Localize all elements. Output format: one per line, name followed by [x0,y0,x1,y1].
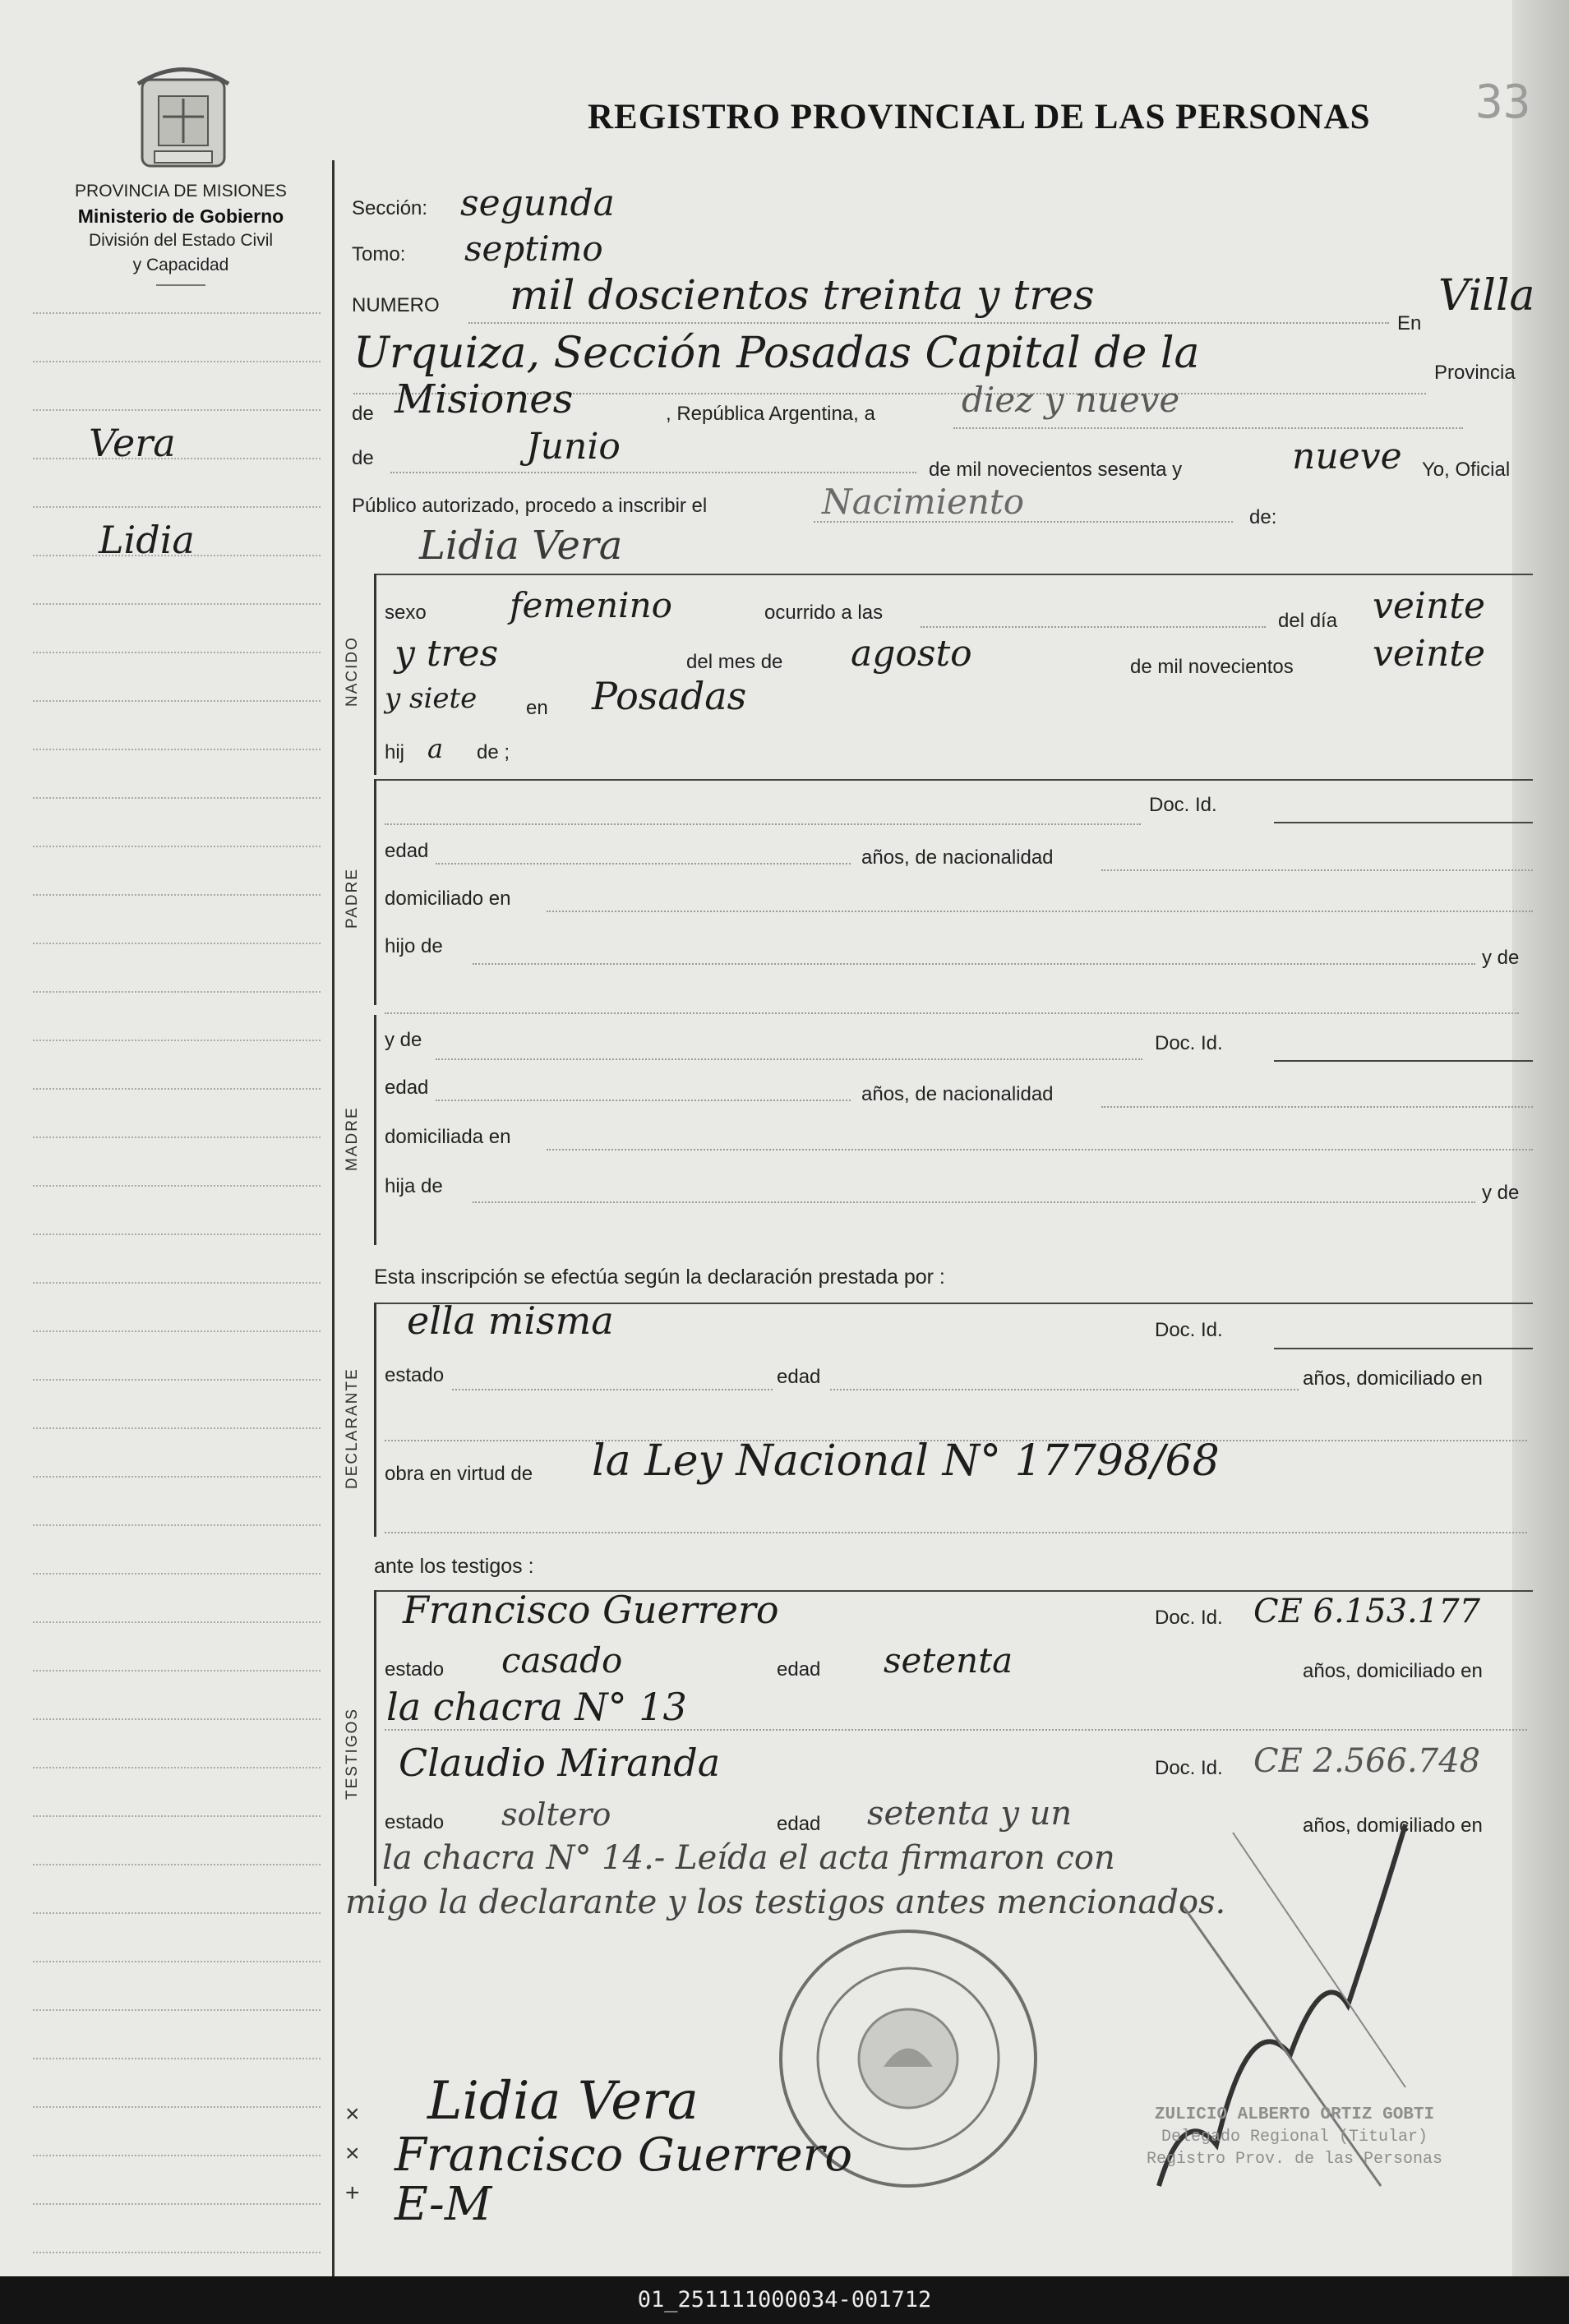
nacido-lugar: Posadas [592,674,747,718]
margin-rule-line [33,1185,321,1187]
margin-rule-line [33,1137,321,1138]
testigo1-doc-label: Doc. Id. [1155,1607,1223,1629]
margin-rule-line [33,458,321,459]
main-vertical-rule [332,160,335,2289]
province-heading: PROVINCIA DE MISIONES [75,182,287,201]
margin-rule-line [33,1573,321,1575]
padre-y-de-label: y de [1482,947,1520,969]
padre-doc-label: Doc. Id. [1149,794,1217,816]
tomo-value: septimo [464,228,603,269]
del-mes-label: del mes de [686,651,783,673]
testigo1-edad-label: edad [777,1658,821,1681]
padre-anios-label: años, de nacionalidad [861,846,1054,869]
seccion-value: segunda [460,182,615,224]
signature-declarante: Lidia Vera [427,2071,699,2132]
page-number: 33 [1475,76,1531,129]
margin-rule-line [33,894,321,896]
margin-rule-line [33,1379,321,1381]
testigo1-estado: casado [501,1640,623,1681]
en-value: Villa [1438,271,1535,320]
margin-rule-line [33,749,321,750]
page-edge [1512,0,1569,2276]
section-label-testigos: TESTIGOS [344,1707,361,1800]
margin-rule-line [33,1282,321,1284]
signature-testigo1: Francisco Guerrero [395,2128,853,2182]
hij-label: hij [385,741,405,763]
hij-de-label: de ; [477,741,510,763]
margin-rule-line [33,700,321,702]
file-footer: 01_251111000034-001712 [0,2276,1569,2324]
declarante-intro: Esta inscripción se efectúa según la declaración prestada por : [374,1266,945,1289]
margin-rule-line [33,1040,321,1041]
nacido-en-label: en [526,697,548,719]
margin-rule-line [33,1718,321,1720]
nacido-anio: veinte [1373,633,1486,675]
margin-rule-line [33,603,321,605]
testigo1-estado-label: estado [385,1658,445,1681]
de-label: de [352,403,374,425]
madre-hija-label: hija de [385,1175,443,1197]
inscripto-nombre: Lidia Vera [419,523,623,569]
coat-of-arms-icon [130,59,237,174]
section-label-madre: MADRE [344,1106,361,1171]
declarante-edad-label: edad [777,1366,821,1388]
madre-y-de2-label: y de [1482,1182,1520,1204]
place-line: Urquiza, Sección Posadas Capital de la [353,329,1200,378]
margin-rule-line [33,943,321,944]
de3-label: de: [1249,506,1277,528]
testigo2-domicilio: la chacra N° 14.- Leída el acta firmaron con [382,1839,1115,1877]
margin-rule-line [33,652,321,653]
official-name: ZULICIO ALBERTO ORTIZ GOBTI [1154,2105,1435,2124]
cierre-text: migo la declarante y los testigos antes mencionados. [345,1884,1226,1921]
de2-label: de [352,447,374,469]
dia-value: diez y nueve [962,380,1180,420]
section-label-nacido: NACIDO [344,636,361,707]
madre-doc-label: Doc. Id. [1155,1032,1223,1054]
numero-value: mil doscientos treinta y tres [510,271,1095,319]
margin-rule-line [33,312,321,314]
yo-oficial-label: Yo, Oficial [1422,459,1511,481]
padre-domiciliado-label: domiciliado en [385,888,511,910]
margin-rule-line [33,1670,321,1672]
official-office: Registro Prov. de las Personas [1146,2150,1443,2169]
margin-rule-line [33,1330,321,1332]
margin-rule-line [33,1233,321,1235]
provincia-value: Misiones [395,376,574,422]
margin-rule-line [33,1912,321,1914]
testigo1-domicilio: la chacra N° 13 [386,1685,687,1729]
declarante-nombre: ella misma [407,1298,614,1343]
signature-mark-3: + [345,2179,360,2206]
margin-rule-line [33,991,321,993]
publico-label: Público autorizado, procedo a inscribir el [352,495,708,517]
obra-label: obra en virtud de [385,1463,533,1485]
margin-rule-line [33,1427,321,1429]
margin-rule-line [33,1864,321,1865]
obra-value: la Ley Nacional N° 17798/68 [592,1436,1220,1486]
margin-rule-line [33,1961,321,1962]
official-title: Delegado Regional (Titular) [1161,2128,1428,2146]
hij-suffix: a [427,733,444,764]
sexo-value: femenino [510,585,672,625]
margin-rule-line [33,2155,321,2156]
margin-rule-line [33,846,321,847]
testigo2-edad: setenta y un [867,1795,1073,1833]
testigo1-edad: setenta [884,1640,1013,1681]
declarante-doc-label: Doc. Id. [1155,1319,1223,1341]
declarante-estado-label: estado [385,1364,445,1386]
margin-rule-line [33,1476,321,1478]
margin-rule-line [33,2203,321,2205]
testigo2-anios-label: años, domiciliado en [1303,1814,1483,1837]
padre-edad-label: edad [385,840,429,862]
madre-y-de-label: y de [385,1029,422,1051]
division-heading-2: y Capacidad [132,256,229,274]
testigo1-anios-label: años, domiciliado en [1303,1660,1483,1682]
section-label-padre: PADRE [344,867,361,929]
nacido-dia: veinte [1373,585,1486,627]
mes-value: Junio [526,426,621,468]
signature-mark-1: × [345,2100,360,2128]
ministry-heading: Ministerio de Gobierno [77,205,284,227]
margin-surname: Vera [89,421,176,465]
testigo2-estado: soltero [501,1796,611,1833]
margin-rule-line [33,1621,321,1623]
ocurrido-label: ocurrido a las [764,602,884,624]
madre-edad-label: edad [385,1077,429,1099]
margin-rule-line [33,361,321,362]
margin-rule-line [33,2106,321,2108]
anio-label: de mil novecientos sesenta y [929,459,1183,481]
testigo2-doc: CE 2.566.748 [1253,1742,1481,1780]
testigo2-doc-label: Doc. Id. [1155,1757,1223,1779]
page-title: REGISTRO PROVINCIAL DE LAS PERSONAS [588,98,1371,136]
nacido-mes: agosto [851,633,972,675]
margin-rule-line [33,1524,321,1526]
en-label: En [1397,312,1422,334]
del-dia-label: del día [1278,610,1338,632]
padre-hijo-label: hijo de [385,935,443,957]
margin-given-name: Lidia [99,518,195,562]
madre-anios-label: años, de nacionalidad [861,1083,1054,1105]
margin-rule-line [33,1767,321,1768]
provincia-label: Provincia [1434,362,1516,384]
numero-label: NUMERO [352,294,440,316]
republica-label: , República Argentina, a [666,403,875,425]
declarante-anios-label: años, domiciliado en [1303,1367,1483,1390]
testigo1-doc: CE 6.153.177 [1253,1593,1481,1630]
tomo-label: Tomo: [352,243,406,265]
nacido-anio2: y siete [385,682,478,715]
margin-rule-line [33,797,321,799]
seccion-label: Sección: [352,197,428,219]
margin-rule-line [33,2252,321,2253]
anio-value: nueve [1292,436,1402,477]
signature-mark-2: × [345,2140,360,2167]
nacido-dia2: y tres [395,633,499,675]
division-heading: División del Estado Civil [88,231,274,250]
de-mil-label: de mil novecientos [1130,656,1294,678]
sexo-label: sexo [385,602,427,624]
testigo2-estado-label: estado [385,1811,445,1833]
testigo2-edad-label: edad [777,1813,821,1835]
section-label-declarante: DECLARANTE [344,1367,361,1489]
margin-rule-line [33,1815,321,1817]
testigo2-nombre: Claudio Miranda [399,1741,721,1785]
margin-rule-line [33,2058,321,2059]
margin-rule-line [33,409,321,411]
signature-testigo2: E-M [395,2178,492,2231]
margin-rule-line [33,2009,321,2011]
margin-rule-line [33,506,321,508]
madre-domiciliada-label: domiciliada en [385,1126,511,1148]
testigo1-nombre: Francisco Guerrero [403,1588,779,1632]
acto-value: Nacimiento [822,482,1025,522]
testigos-intro: ante los testigos : [374,1555,534,1578]
margin-rule-line [33,1088,321,1090]
